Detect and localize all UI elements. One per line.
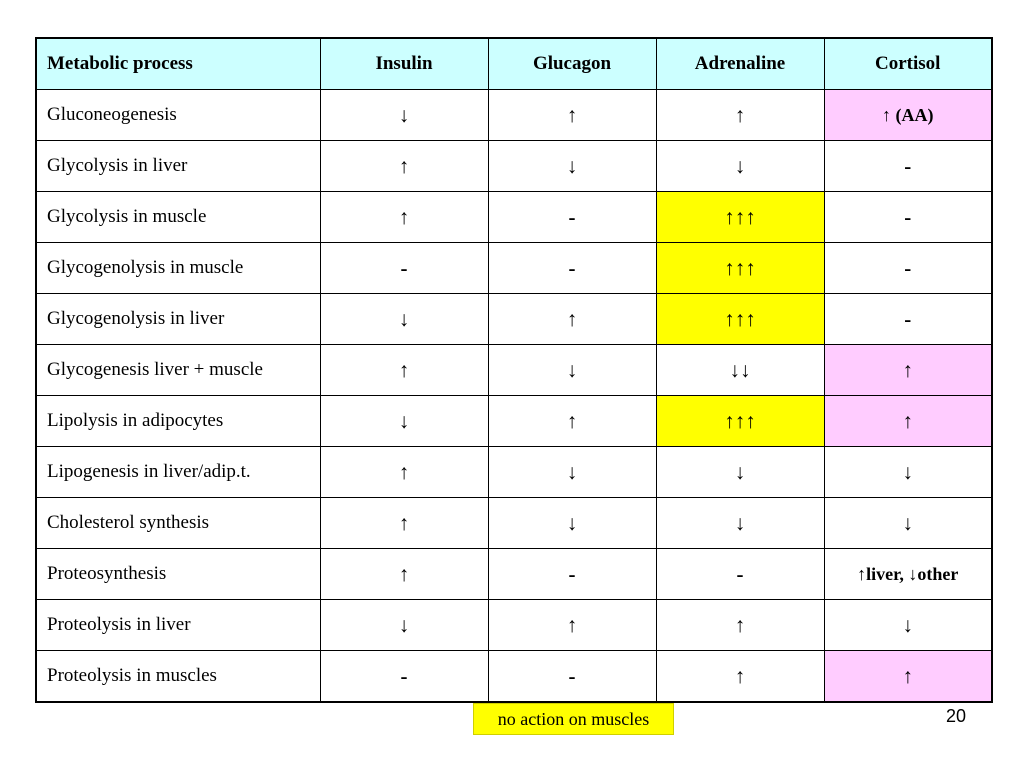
process-cell: Proteolysis in muscles (36, 651, 320, 703)
cortisol-cell: - (824, 192, 992, 243)
glucagon-cell: ↑ (488, 396, 656, 447)
table-row (36, 243, 992, 294)
table-row (36, 141, 992, 192)
process-cell: Lipogenesis in liver/adip.t. (36, 447, 320, 498)
adrenaline-cell: ↓↓ (656, 345, 824, 396)
glucagon-cell: - (488, 549, 656, 600)
adrenaline-cell: ↑ (656, 651, 824, 703)
page-number: 20 (945, 706, 966, 726)
glucagon-cell: ↑ (488, 600, 656, 651)
cortisol-cell: ↑ (AA) (824, 90, 992, 141)
glucagon-cell: - (488, 651, 656, 703)
adrenaline-cell: ↑↑↑ (656, 243, 824, 294)
process-cell: Proteolysis in liver (36, 600, 320, 651)
cortisol-cell: ↑ (824, 651, 992, 703)
insulin-cell: - (320, 243, 488, 294)
process-cell: Glycogenesis liver + muscle (36, 345, 320, 396)
glucagon-cell: ↓ (488, 141, 656, 192)
glucagon-cell: ↑ (488, 294, 656, 345)
process-cell: Glycolysis in liver (36, 141, 320, 192)
adrenaline-cell: ↑↑↑ (656, 192, 824, 243)
adrenaline-cell: ↓ (656, 447, 824, 498)
insulin-cell: ↑ (320, 345, 488, 396)
process-cell: Lipolysis in adipocytes (36, 396, 320, 447)
cortisol-cell: ↑ (824, 396, 992, 447)
table-header-row (36, 38, 992, 90)
insulin-cell: ↑ (320, 498, 488, 549)
adrenaline-cell: ↑↑↑ (656, 396, 824, 447)
glucagon-cell: - (488, 243, 656, 294)
header-glucagon: Glucagon (488, 38, 656, 90)
table-row (36, 192, 992, 243)
insulin-cell: ↑ (320, 192, 488, 243)
insulin-cell: ↓ (320, 90, 488, 141)
glucagon-cell: ↓ (488, 498, 656, 549)
header-insulin: Insulin (320, 38, 488, 90)
table-row (36, 396, 992, 447)
adrenaline-cell: ↑ (656, 90, 824, 141)
table-row (36, 600, 992, 651)
process-cell: Cholesterol synthesis (36, 498, 320, 549)
header-cortisol: Cortisol (824, 38, 992, 90)
process-cell: Proteosynthesis (36, 549, 320, 600)
adrenaline-cell: ↑ (656, 600, 824, 651)
insulin-cell: ↑ (320, 549, 488, 600)
glucagon-cell: ↓ (488, 345, 656, 396)
insulin-cell: ↓ (320, 294, 488, 345)
cortisol-cell: ↑liver, ↓other (824, 549, 992, 600)
table-row (36, 345, 992, 396)
table-row (36, 447, 992, 498)
cortisol-cell: ↓ (824, 498, 992, 549)
table-row (36, 651, 992, 703)
cortisol-cell: ↓ (824, 600, 992, 651)
no-action-note: no action on muscles (473, 703, 674, 735)
cortisol-cell: - (824, 294, 992, 345)
process-cell: Glycolysis in muscle (36, 192, 320, 243)
cortisol-cell: - (824, 243, 992, 294)
table-row (36, 294, 992, 345)
insulin-cell: ↑ (320, 447, 488, 498)
header-metabolic-process: Metabolic process (36, 38, 320, 90)
adrenaline-cell: ↓ (656, 498, 824, 549)
glucagon-cell: ↑ (488, 90, 656, 141)
adrenaline-cell: - (656, 549, 824, 600)
table-row (36, 549, 992, 600)
glucagon-cell: - (488, 192, 656, 243)
insulin-cell: ↓ (320, 396, 488, 447)
adrenaline-cell: ↑↑↑ (656, 294, 824, 345)
hormone-metabolism-table (35, 37, 993, 703)
cortisol-cell: ↑ (824, 345, 992, 396)
process-cell: Glycogenolysis in muscle (36, 243, 320, 294)
table-row (36, 498, 992, 549)
insulin-cell: - (320, 651, 488, 703)
adrenaline-cell: ↓ (656, 141, 824, 192)
insulin-cell: ↑ (320, 141, 488, 192)
process-cell: Gluconeogenesis (36, 90, 320, 141)
header-adrenaline: Adrenaline (656, 38, 824, 90)
cortisol-cell: ↓ (824, 447, 992, 498)
process-cell: Glycogenolysis in liver (36, 294, 320, 345)
cortisol-cell: - (824, 141, 992, 192)
insulin-cell: ↓ (320, 600, 488, 651)
table-row (36, 90, 992, 141)
glucagon-cell: ↓ (488, 447, 656, 498)
